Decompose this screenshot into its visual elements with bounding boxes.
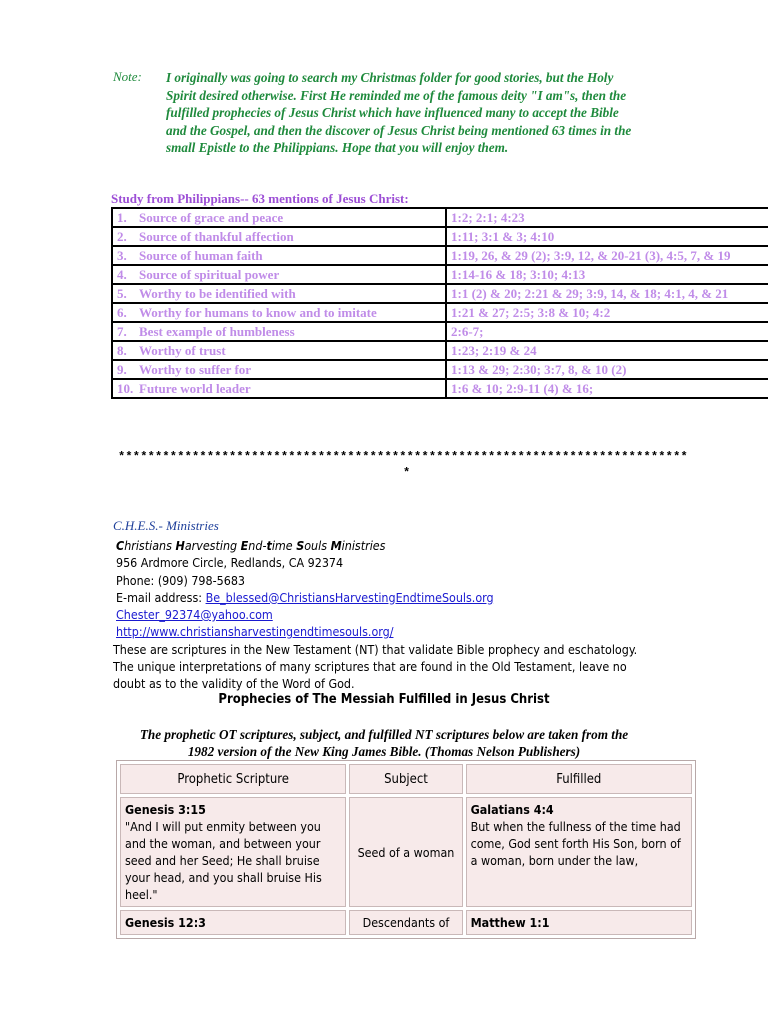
study-topic: Source of thankful affection xyxy=(139,228,294,244)
star-separator: ***************************************************************************** xyxy=(118,450,688,464)
email-label: E-mail address: xyxy=(116,589,206,605)
study-topic-cell xyxy=(112,208,446,227)
study-refs: 1:11; 3:1 & 3; 4:10 xyxy=(446,227,768,246)
study-topic: Worthy to suffer for xyxy=(139,361,252,377)
study-refs: 1:23; 2:19 & 24 xyxy=(446,341,768,360)
note-line: and the Gospel, and then the discover of Jesus Christ being mentioned 63 times in the xyxy=(166,122,632,138)
email-row xyxy=(116,589,494,606)
note-line: I originally was going to search my Christmas folder for good stories, but the Holy xyxy=(166,70,614,85)
prophecy-row xyxy=(120,797,692,907)
study-topic: Worthy for humans to know and to imitate xyxy=(139,304,377,320)
study-row xyxy=(112,379,768,398)
ministry-full-name: Christians Harvesting End-time Souls Ministries xyxy=(116,538,386,553)
prophecy-cell xyxy=(120,797,346,907)
study-row xyxy=(112,303,768,322)
prophecy-header-row xyxy=(120,764,692,794)
study-number: 9. xyxy=(117,361,127,377)
study-number: 5. xyxy=(117,285,127,301)
study-refs: 1:14-16 & 18; 3:10; 4:13 xyxy=(446,265,768,284)
prophecy-cell xyxy=(466,910,692,935)
note-line: Spirit desired otherwise. First He reminded me of the famous deity "I am"s, then the xyxy=(166,87,627,103)
study-refs: 1:13 & 29; 2:30; 3:7, 8, & 10 (2) xyxy=(446,360,768,379)
source-line: 1982 version of the New King James Bible. (Thomas Nelson Publishers) xyxy=(187,744,581,759)
ministry-address: 956 Ardmore Circle, Redlands, CA 92374 xyxy=(116,555,344,571)
star-separator-tail: * xyxy=(403,466,411,480)
study-number: 1. xyxy=(117,209,127,225)
study-refs: 1:21 & 27; 2:5; 3:8 & 10; 4:2 xyxy=(446,303,768,322)
study-number: 8. xyxy=(117,342,127,358)
study-topic-cell xyxy=(112,360,446,379)
intro-line: These are scriptures in the New Testament (NT) that validate Bible prophecy and eschatology. xyxy=(113,642,638,657)
study-number: 10. xyxy=(117,380,134,396)
study-row xyxy=(112,227,768,246)
study-row xyxy=(112,265,768,284)
study-row xyxy=(112,284,768,303)
ministry-phone: Phone: (909) 798-5683 xyxy=(116,572,246,588)
intro-line: The unique interpretations of many scriptures that are found in the Old Testament, leave no xyxy=(113,659,627,674)
scripture-reference: Genesis 3:15 xyxy=(125,802,206,817)
study-topic-cell xyxy=(112,379,446,398)
intro-paragraph xyxy=(113,641,713,692)
study-table-body xyxy=(112,208,768,398)
scripture-reference: Galatians 4:4 xyxy=(470,802,554,817)
study-row xyxy=(112,246,768,265)
note-label: Note: xyxy=(113,69,142,84)
study-topic-cell xyxy=(112,265,446,284)
column-header: Fulfilled xyxy=(466,764,692,794)
study-topic: Worthy to be identified with xyxy=(139,285,296,301)
study-refs: 1:19, 26, & 29 (2); 3:9, 12, & 20-21 (3), 4:5, 7, & 19 xyxy=(446,246,768,265)
study-refs: 1:2; 2:1; 4:23 xyxy=(446,208,768,227)
note-line: small Epistle to the Philippians. Hope that you will enjoy them. xyxy=(166,140,509,155)
study-refs: 2:6-7; xyxy=(446,322,768,341)
scripture-reference: Matthew 1:1 xyxy=(470,915,550,930)
study-topic-cell xyxy=(112,227,446,246)
subject-cell: Seed of a woman xyxy=(349,797,462,907)
ministry-title: C.H.E.S.- Ministries xyxy=(113,518,219,533)
scripture-text: But when the fullness of the time had come, God sent forth His Son, born of a woman, born under the law, xyxy=(470,819,681,868)
prophecy-row xyxy=(120,910,692,935)
study-number: 3. xyxy=(117,247,127,263)
study-topic: Source of human faith xyxy=(139,247,263,263)
study-number: 7. xyxy=(117,323,127,339)
study-topic-cell xyxy=(112,322,446,341)
study-topic-cell xyxy=(112,341,446,360)
source-line: The prophetic OT scriptures, subject, and fulfilled NT scriptures below are taken from the xyxy=(139,727,629,742)
study-row xyxy=(112,341,768,360)
study-topic: Source of grace and peace xyxy=(139,209,284,225)
prophecy-cell xyxy=(466,797,692,907)
study-title: Study from Philippians-- 63 mentions of Jesus Christ: xyxy=(111,191,409,206)
study-refs: 1:1 (2) & 20; 2:21 & 29; 3:9, 14, & 18; 4:1, 4, & 21 xyxy=(446,284,768,303)
study-topic-cell xyxy=(112,284,446,303)
source-note xyxy=(0,726,768,760)
study-topic: Future world leader xyxy=(139,380,251,396)
study-table xyxy=(111,207,768,399)
note-line: fulfilled prophecies of Jesus Christ which have influenced many to accept the Bible xyxy=(166,105,619,120)
note-text xyxy=(166,69,726,157)
email-link-2[interactable]: Chester_92374@yahoo.com xyxy=(116,607,273,623)
scripture-text: "And I will put enmity between you and the woman, and between your seed and her Seed; He shall bruise your head, and you shall bruise His heel." xyxy=(125,819,322,902)
study-refs: 1:6 & 10; 2:9-11 (4) & 16; xyxy=(446,379,768,398)
prophecy-table xyxy=(116,760,696,939)
prophecy-table-body xyxy=(120,797,692,935)
study-topic: Source of spiritual power xyxy=(139,266,280,282)
subject-cell: Descendants of xyxy=(349,910,462,935)
intro-line: doubt as to the validity of the Word of God. xyxy=(113,676,355,691)
study-number: 2. xyxy=(117,228,127,244)
study-topic-cell xyxy=(112,303,446,322)
email-link[interactable]: Be_blessed@ChristiansHarvestingEndtimeSouls.org xyxy=(205,589,494,605)
prophecy-cell xyxy=(120,910,346,935)
column-header: Prophetic Scripture xyxy=(120,764,346,794)
study-topic: Best example of humbleness xyxy=(139,323,295,339)
scripture-reference: Genesis 12:3 xyxy=(125,915,206,930)
study-row xyxy=(112,208,768,227)
study-number: 6. xyxy=(117,304,127,320)
column-header: Subject xyxy=(349,764,462,794)
ministry-contact xyxy=(116,537,494,641)
prophecy-heading: Prophecies of The Messiah Fulfilled in Jesus Christ xyxy=(218,692,550,707)
study-topic: Worthy of trust xyxy=(139,342,226,358)
website-link[interactable]: http://www.christiansharvestingendtimesouls.org/ xyxy=(116,624,394,640)
study-row xyxy=(112,322,768,341)
study-topic-cell xyxy=(112,246,446,265)
study-number: 4. xyxy=(117,266,127,282)
study-row xyxy=(112,360,768,379)
